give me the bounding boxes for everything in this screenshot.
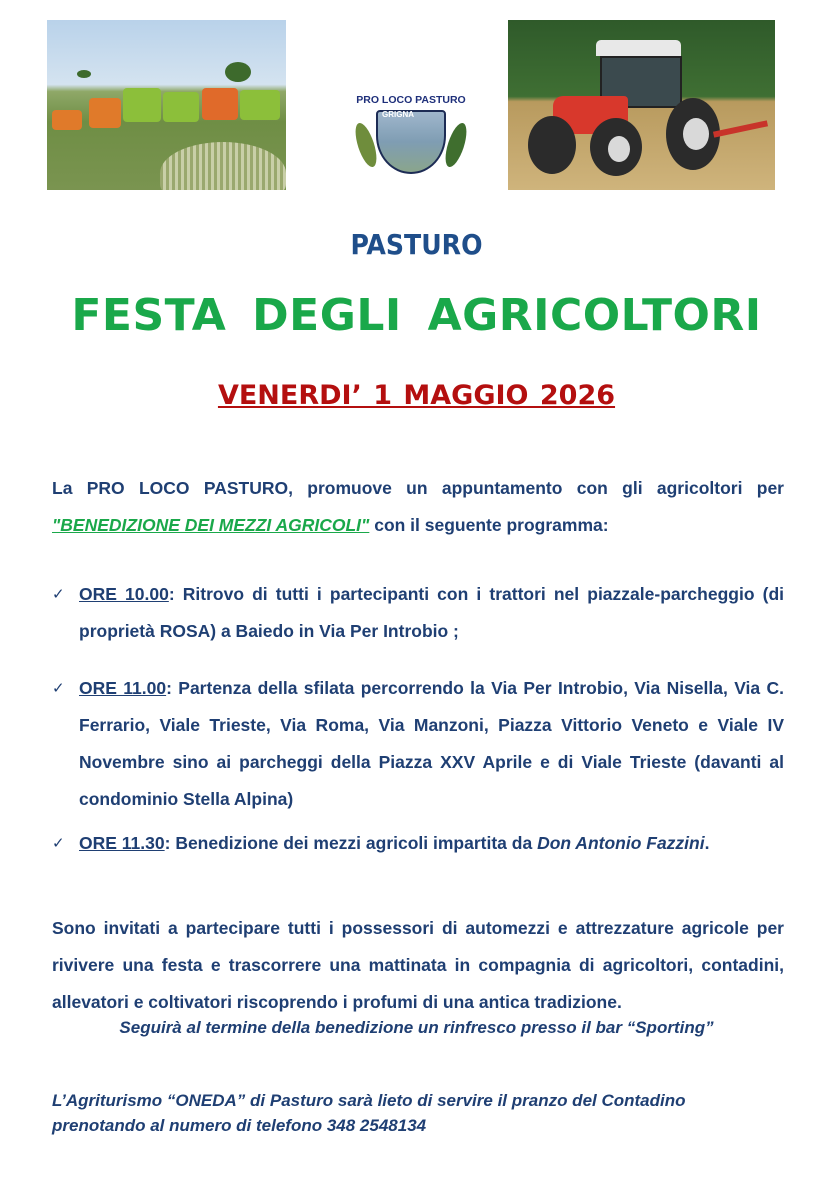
program-time: ORE 11.30 xyxy=(79,833,165,853)
baler-shape xyxy=(240,90,280,120)
tractor-roof-shape xyxy=(596,40,681,56)
program-time: ORE 10.00 xyxy=(79,584,169,604)
tractor-wheel-shape xyxy=(528,116,576,174)
program-item xyxy=(52,576,784,650)
intro-paragraph xyxy=(52,470,784,544)
event-title: FESTA DEGLI AGRICOLTORI xyxy=(71,290,762,341)
intro-text-end: con il seguente programma: xyxy=(369,515,609,535)
shield-label: GRIGNA xyxy=(382,110,414,119)
program-text-end: . xyxy=(704,833,710,853)
baler-shape xyxy=(163,92,199,122)
priest-name: Don Antonio Fazzini xyxy=(537,833,705,853)
program-time: ORE 11.00 xyxy=(79,678,167,698)
program-text: : Ritrovo di tutti i partecipanti con i trattori nel piazzale-parcheggio (di proprietà ROSA) a Baiedo in Via Per Introbio ; xyxy=(79,584,785,641)
agriturismo-line-1: L’Agriturismo “ONEDA” di Pasturo sarà lieto di servire il pranzo del Contadino xyxy=(52,1091,686,1110)
program-text: : Partenza della sfilata percorrendo la Via Per Introbio, Via Nisella, Via C. Ferrario, Viale Trieste, Via Roma, Via Manzoni, Piazza Vittorio Veneto e Viale IV Novembre sino ai parcheggi della Piazza XXV Aprile e di Viale Trieste (davanti al condominio Stella Alpina) xyxy=(79,678,784,809)
refreshment-note: Seguirà al termine della benedizione un rinfresco presso il bar “Sporting” xyxy=(119,1018,714,1037)
agriturismo-note xyxy=(52,1088,812,1138)
tree-shape xyxy=(77,70,91,78)
intro-text: La PRO LOCO PASTURO, promuove un appuntamento con gli agricoltori per xyxy=(52,478,784,498)
plough-implement-shape xyxy=(713,120,768,137)
program-item xyxy=(52,825,784,862)
shield-icon xyxy=(376,110,446,174)
check-icon: ✓ xyxy=(52,586,65,603)
baler-shape xyxy=(202,88,238,120)
baler-shape xyxy=(123,88,161,122)
agriturismo-line-2: prenotando al numero di telefono 348 2548134 xyxy=(52,1116,427,1135)
logo-title: PRO LOCO PASTURO xyxy=(356,94,466,106)
event-date: VENERDI’ 1 MAGGIO 2026 xyxy=(217,380,616,411)
check-icon: ✓ xyxy=(52,835,65,852)
program-text: : Benedizione dei mezzi agricoli impartita da xyxy=(164,833,538,853)
baler-shape xyxy=(89,98,121,128)
program-item xyxy=(52,670,784,818)
balers-photo xyxy=(47,20,286,190)
hay-bale-shape xyxy=(160,142,286,190)
baler-shape xyxy=(52,110,82,130)
pro-loco-logo xyxy=(346,92,476,182)
check-icon: ✓ xyxy=(52,680,65,697)
tractor-photo xyxy=(508,20,775,190)
tree-shape xyxy=(225,62,251,82)
town-title: PASTURO xyxy=(350,228,483,261)
tractor-hub-shape xyxy=(683,118,709,150)
invite-paragraph: Sono invitati a partecipare tutti i possessori di automezzi e attrezzature agricole per rivivere una festa e trascorrere una mattinata in compagnia di agricoltori, contadini, allevatori e coltivatori riscoprendo i profumi di una antica tradizione. xyxy=(52,918,784,1012)
tractor-hub-shape xyxy=(608,136,630,162)
blessing-highlight: "BENEDIZIONE DEI MEZZI AGRICOLI" xyxy=(52,515,370,535)
